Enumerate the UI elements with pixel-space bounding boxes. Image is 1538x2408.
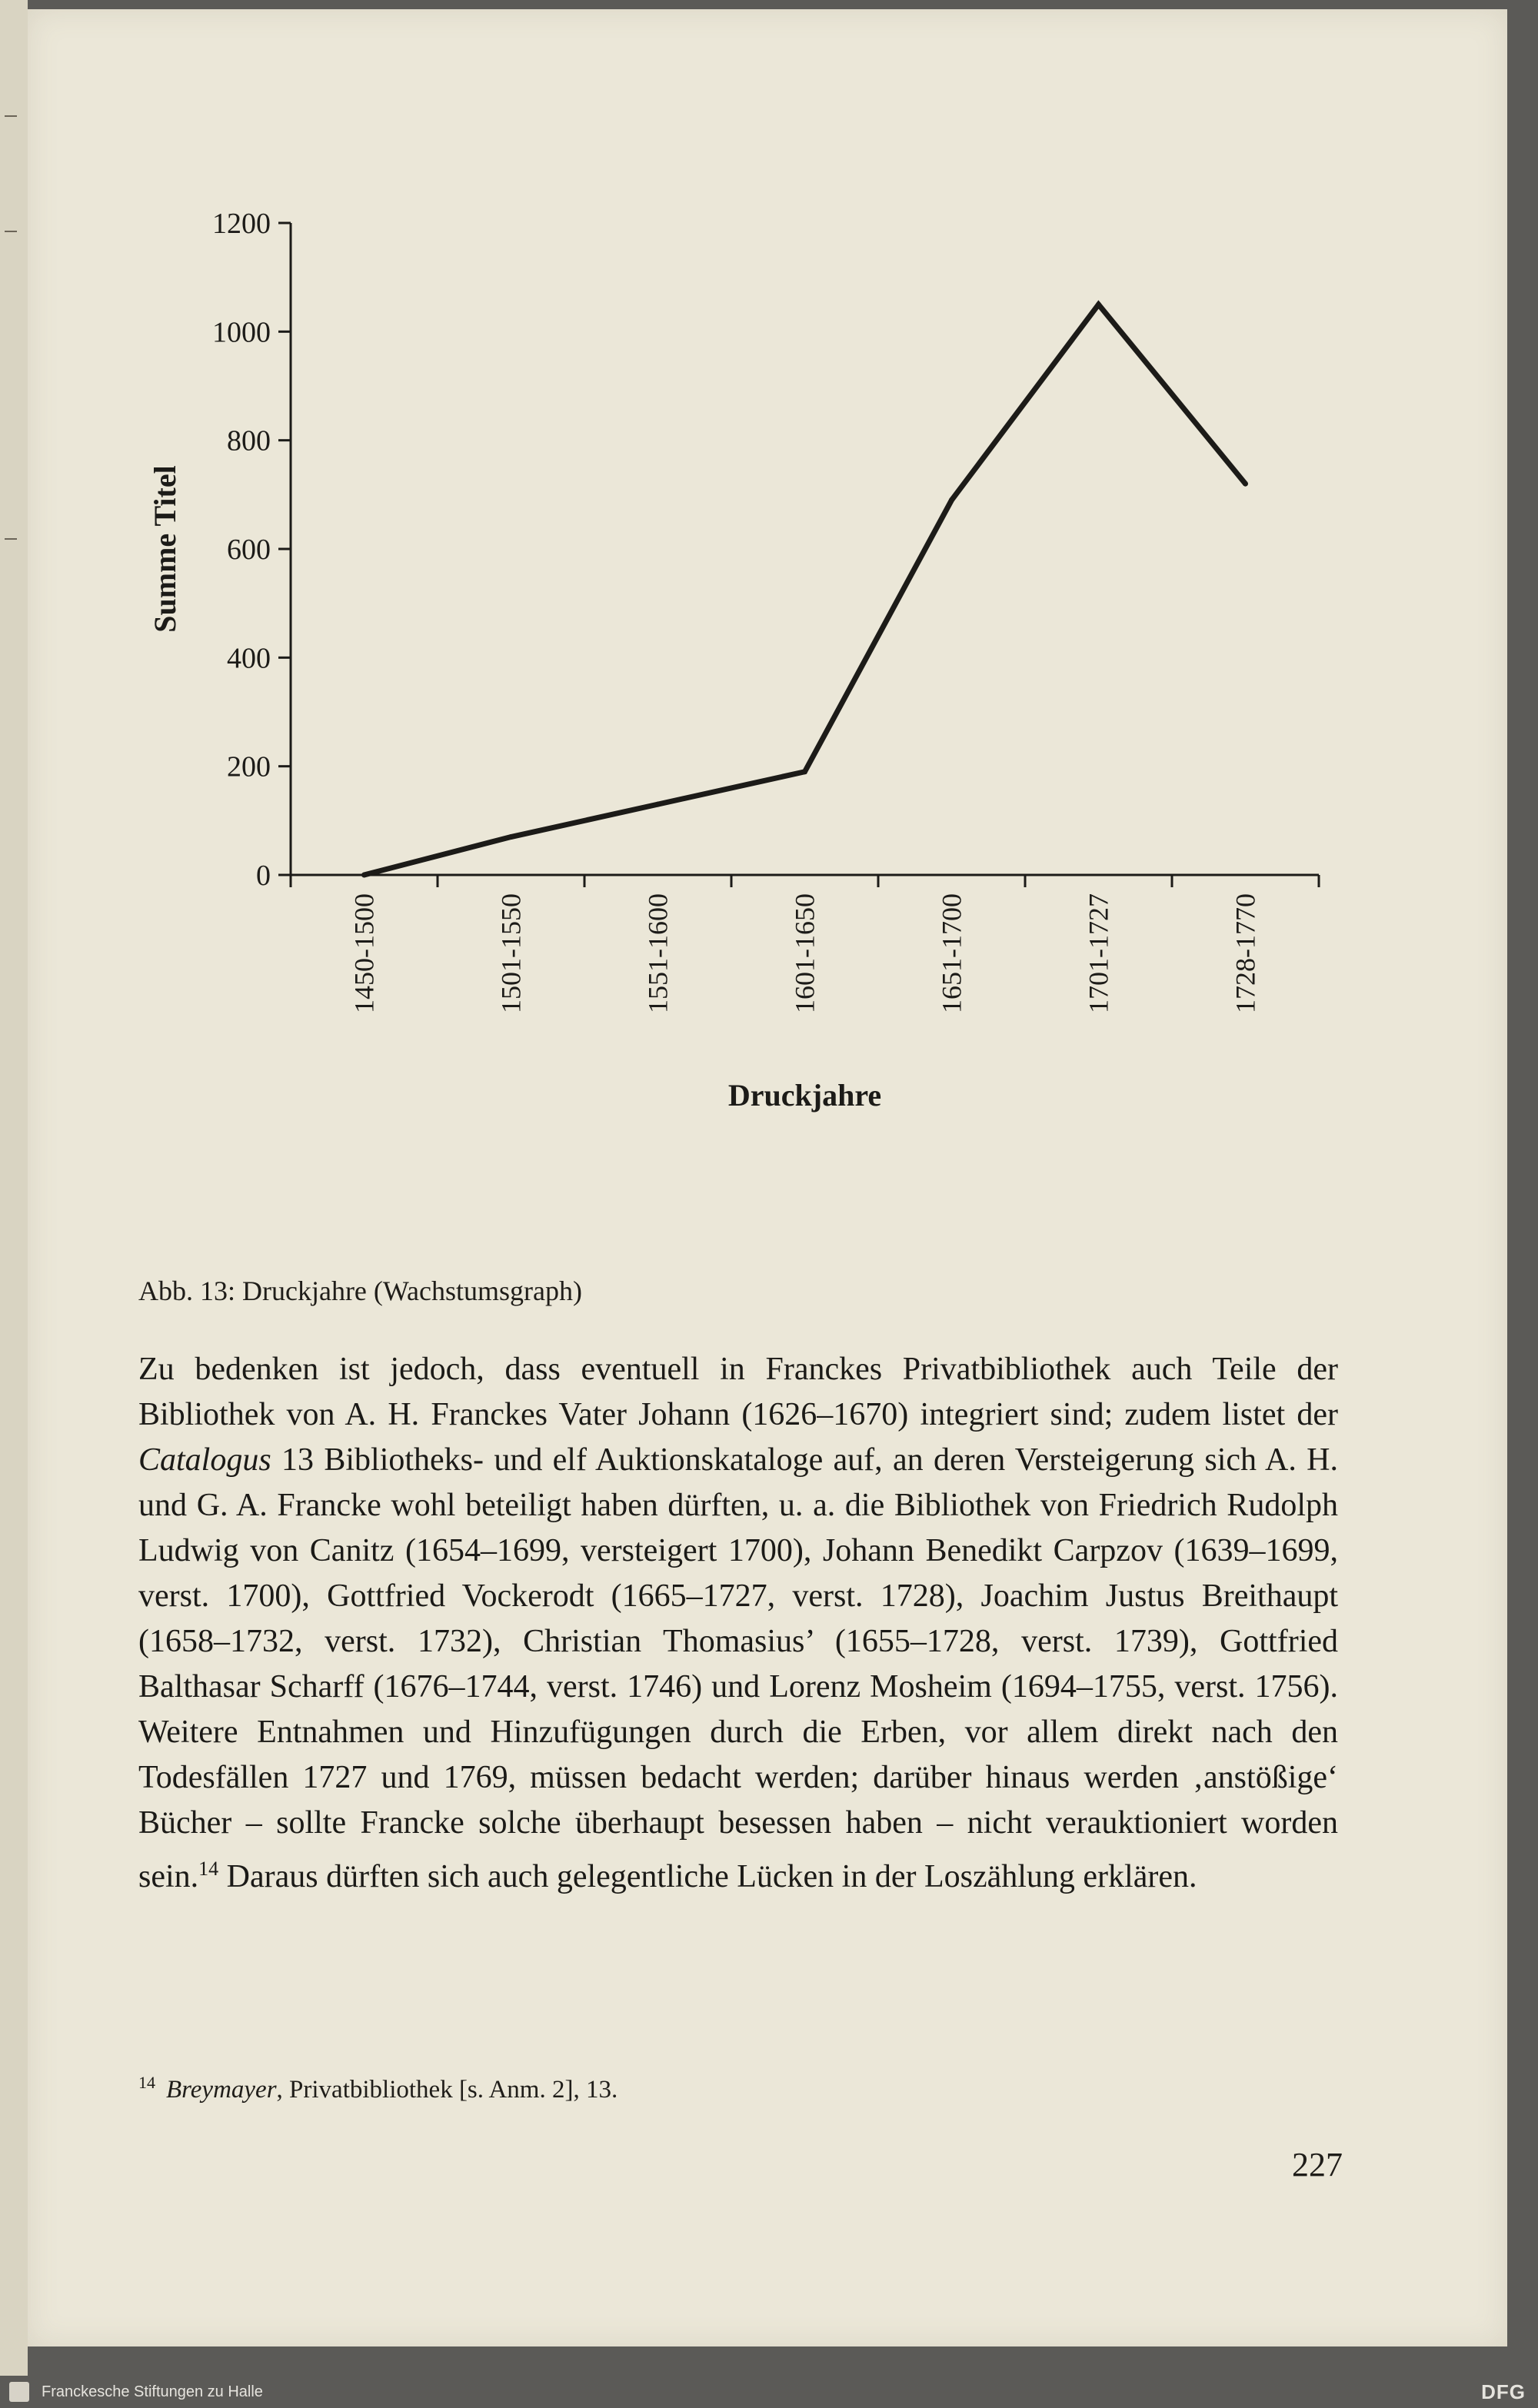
y-tick-label: 200 bbox=[227, 750, 271, 783]
y-axis-label: Summe Titel bbox=[148, 465, 182, 633]
x-tick-label: 1728-1770 bbox=[1230, 893, 1261, 1013]
institution-logo-icon bbox=[9, 2382, 29, 2402]
body-text-part-1: Zu bedenken ist jedoch, dass eventuell in Franckes Privatbibliothek auch Teile der Bibliothek von A. H. Franckes Vater Johann (1626–1670) integriert sind; zudem listet der bbox=[138, 1352, 1338, 1432]
x-tick-label: 1501-1550 bbox=[495, 893, 527, 1013]
data-point bbox=[508, 834, 514, 840]
data-point bbox=[361, 873, 367, 878]
institution-name: Franckesche Stiftungen zu Halle bbox=[42, 2383, 263, 2400]
series-line bbox=[365, 304, 1246, 875]
body-text-part-3: Daraus dürften sich auch gelegentliche Lücken in der Loszählung erklären. bbox=[218, 1859, 1197, 1894]
y-tick-label: 800 bbox=[227, 424, 271, 457]
x-tick-label: 1601-1650 bbox=[789, 893, 821, 1013]
footnote bbox=[138, 2073, 618, 2104]
dfg-logo: DFG bbox=[1481, 2380, 1526, 2403]
y-tick-label: 1200 bbox=[212, 208, 271, 240]
x-tick-label: 1701-1727 bbox=[1083, 893, 1114, 1013]
y-tick-label: 0 bbox=[256, 860, 271, 892]
footnote-text: , Privatbibliothek [s. Anm. 2], 13. bbox=[276, 2076, 618, 2104]
footnote-author: Breymayer bbox=[166, 2076, 277, 2104]
page-number: 227 bbox=[1292, 2146, 1343, 2183]
body-text-part-2: 13 Bibliotheks- und elf Auktionskataloge auf, an deren Versteigerung sich A. H. und G. A. Francke wohl beteiligt haben dürften, u. a. die Bibliothek von Friedrich Rudolph Ludwig von Canitz (1654–1699, versteigert 1700), Johann Benedikt Carpzov (1639–1699, verst. 1700), Gottfried Vockerodt (1665–1727, verst. 1728), Joachim Justus Breithaupt (1658–1732, verst. 1732), Christian Thomasius’ (1655–1728, verst. 1739), Gottfried Balthasar Scharff (1676–1744, verst. 1746) und Lorenz Mosheim (1694–1755, verst. 1756). Weitere Entnahmen und Hinzufügungen durch die Erben, vor allem direkt nach den Todesfällen 1727 und 1769, müssen bedacht werden; darüber hinaus werden ‚anstößige‘ Bücher – sollte Francke solche überhaupt besessen haben – nicht verauktioniert worden sein. bbox=[138, 1442, 1338, 1894]
y-tick-label: 400 bbox=[227, 642, 271, 675]
data-point bbox=[1243, 481, 1248, 487]
data-point bbox=[655, 802, 661, 807]
y-tick-label: 600 bbox=[227, 534, 271, 566]
data-point bbox=[1096, 302, 1101, 308]
footnote-reference[interactable]: 14 bbox=[198, 1858, 219, 1880]
body-paragraph bbox=[138, 1347, 1338, 1900]
x-axis-label: Druckjahre bbox=[727, 1078, 882, 1113]
viewer-footer bbox=[0, 2376, 1538, 2408]
x-tick-label: 1651-1700 bbox=[936, 893, 967, 1013]
data-point bbox=[949, 497, 954, 503]
y-tick-label: 1000 bbox=[212, 316, 271, 349]
figure-caption: Abb. 13: Druckjahre (Wachstumsgraph) bbox=[138, 1276, 582, 1306]
catalogus-italic: Catalogus bbox=[138, 1442, 271, 1478]
growth-line-chart bbox=[0, 0, 1538, 1153]
footnote-number: 14 bbox=[138, 2073, 155, 2092]
x-tick-label: 1450-1500 bbox=[348, 893, 380, 1013]
data-point bbox=[802, 769, 807, 774]
x-tick-label: 1551-1600 bbox=[642, 893, 674, 1013]
